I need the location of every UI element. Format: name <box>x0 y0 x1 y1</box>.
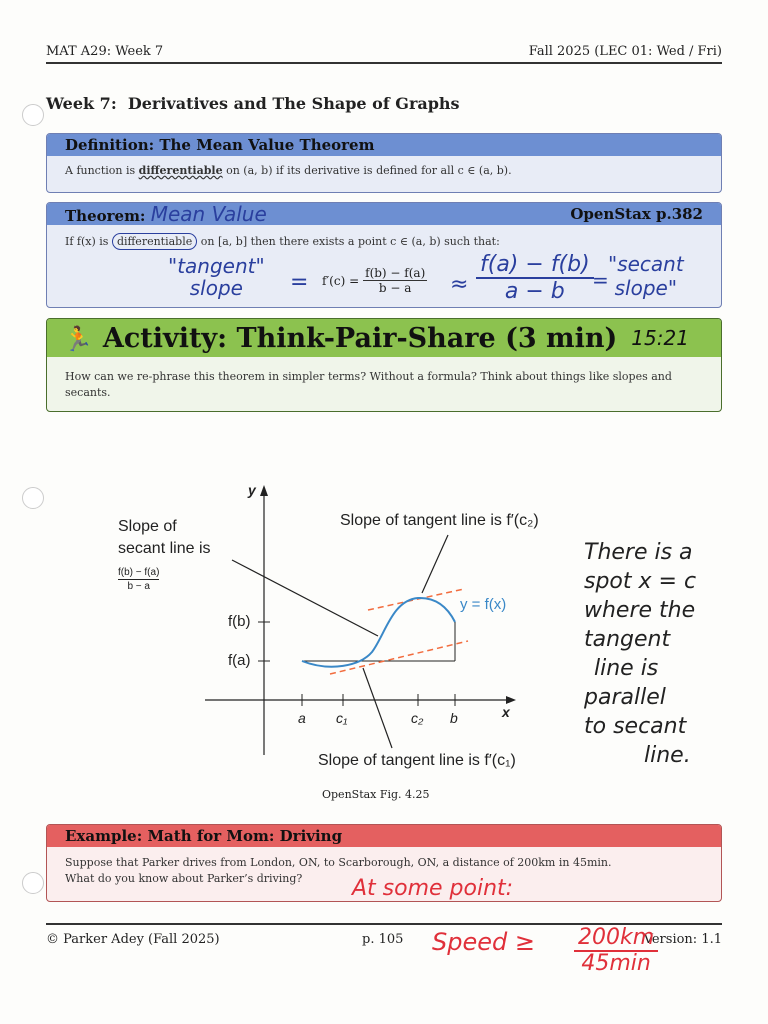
tangent-top-pointer <box>422 535 448 593</box>
hand-tangent-slope: "tangent" slope <box>168 254 265 300</box>
definition-box <box>46 133 722 193</box>
fa-label: f(a) <box>228 652 251 669</box>
tangent-bottom-pointer <box>363 668 392 748</box>
x-axis-arrow <box>506 696 516 704</box>
theorem-heading: Theorem: Mean Value OpenStax p.382 <box>47 203 721 225</box>
theorem-hand-title: Mean Value <box>150 202 267 226</box>
runner-icon: 🏃 <box>63 323 93 353</box>
footer-hand-speed: Speed ≥ <box>432 928 535 956</box>
tangent-line-c2 <box>368 589 464 610</box>
hand-fraction: f(a) − f(b) a − b <box>476 252 594 304</box>
secant-label: Slope of secant line is $\frac{f(b) - f(a)}{b - a}$ <box>118 518 211 592</box>
y-axis-label: y <box>248 482 256 498</box>
activity-hand-time: 15:21 <box>631 326 689 350</box>
header-rule <box>46 62 722 64</box>
hand-equals: = <box>290 270 309 295</box>
x-tick-a: a <box>298 710 306 726</box>
tangent-bottom-label: Slope of tangent line is f′(c₁) <box>318 752 516 769</box>
example-body: Suppose that Parker drives from London, ON, to Scarborough, ON, a distance of 200km in 45min. What do you know about Parker’s driving? <box>65 856 612 885</box>
activity-box <box>46 318 722 412</box>
theorem-body: If f(x) is differentiable on [a, b] then there exists a point c ∈ (a, b) such that: <box>65 235 500 248</box>
curve-label: y = f(x) <box>460 596 507 613</box>
tangent-line-c1 <box>330 641 468 674</box>
footer-left: © Parker Adey (Fall 2025) <box>46 932 220 947</box>
definition-heading: Definition: The Mean Value Theorem <box>47 134 721 156</box>
footer-version: Version: 1.1 <box>643 932 722 947</box>
footer-page: p. 105 <box>362 932 404 947</box>
theorem-formula: f′(c) = $\frac{f(b) - f(a)}{b - a}$ <box>322 266 426 295</box>
activity-heading: 🏃 Activity: Think-Pair-Share (3 min) 15:21 <box>47 319 721 357</box>
x-tick-b: b <box>450 710 458 726</box>
x-tick-c2: c₂ <box>411 710 424 726</box>
fb-label: f(b) <box>228 613 251 630</box>
activity-body: How can we re-phrase this theorem in simpler terms? Without a formula? Think about things like slopes and secants. <box>65 370 672 399</box>
tangent-top-label: Slope of tangent line is f′(c₂) <box>340 512 539 529</box>
punch-hole <box>22 104 44 126</box>
punch-hole <box>22 872 44 894</box>
x-axis-label: x <box>502 704 510 720</box>
secant-pointer <box>232 560 378 636</box>
definition-term: differentiable <box>138 164 223 177</box>
footer-hand-fraction: 200km 45min <box>574 926 658 976</box>
page-title: Week 7: Derivatives and The Shape of Graphs <box>46 94 460 113</box>
side-note: There is a spot x = c where the tangent line is parallel to secant line. <box>584 540 697 768</box>
figure-caption: OpenStax Fig. 4.25 <box>322 788 430 801</box>
y-axis-arrow <box>260 485 268 496</box>
example-hand-note: At some point: <box>352 876 514 901</box>
x-tick-c1: c₁ <box>336 710 348 726</box>
example-heading: Example: Math for Mom: Driving <box>47 825 721 847</box>
hand-secant-slope: "secant slope" <box>608 252 684 300</box>
hand-equals-2: = <box>592 268 609 292</box>
hand-approx: ≈ <box>450 272 469 297</box>
theorem-term-circled: differentiable <box>112 233 197 250</box>
header-right: Fall 2025 (LEC 01: Wed / Fri) <box>528 44 722 59</box>
theorem-ref: OpenStax p.382 <box>570 205 703 223</box>
header-left: MAT A29: Week 7 <box>46 44 164 59</box>
definition-body: A function is differentiable on (a, b) if its derivative is defined for all c ∈ (a, b). <box>65 164 512 177</box>
